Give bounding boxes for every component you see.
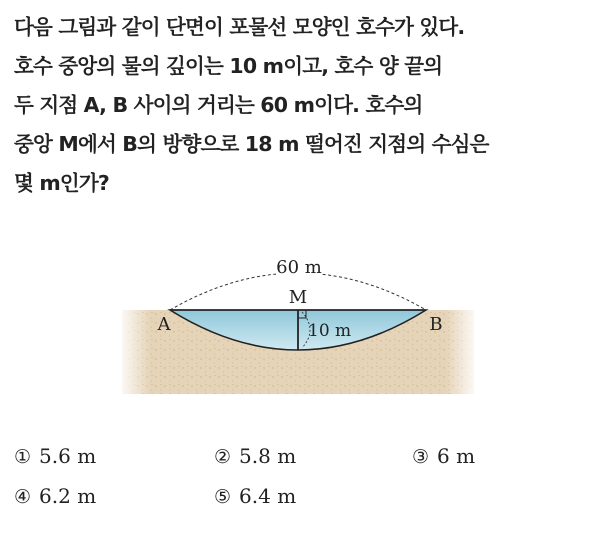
choice-2[interactable] — [214, 444, 296, 468]
problem-line-2: 호수 중앙의 물의 깊이는 10 m이고, 호수 양 끝의 — [14, 54, 443, 78]
choice-3[interactable] — [412, 444, 475, 468]
lake-diagram — [118, 248, 478, 398]
choice-1-number: ① — [14, 446, 32, 468]
label-m: M — [288, 287, 308, 308]
choice-5-number: ⑤ — [214, 486, 232, 508]
lake-figure — [118, 248, 478, 398]
choice-4-text: 6.2 m — [39, 484, 97, 508]
problem-line-5: 몇 m인가? — [14, 171, 109, 195]
choice-5[interactable] — [214, 484, 296, 508]
label-a: A — [157, 314, 171, 335]
choice-5-text: 6.4 m — [239, 484, 297, 508]
choice-4-number: ④ — [14, 486, 32, 508]
choice-3-text: 6 m — [437, 444, 476, 468]
choice-3-number: ③ — [412, 446, 430, 468]
choice-2-number: ② — [214, 446, 232, 468]
choice-1-text: 5.6 m — [39, 444, 97, 468]
problem-line-1: 다음 그림과 같이 단면이 포물선 모양인 호수가 있다. — [14, 15, 465, 39]
depth-label: 10 m — [308, 321, 352, 341]
problem-line-3: 두 지점 A, B 사이의 거리는 60 m이다. 호수의 — [14, 93, 423, 117]
width-label: 60 m — [276, 257, 322, 278]
choice-1[interactable] — [14, 444, 96, 468]
problem-line-4: 중앙 M에서 B의 방향으로 18 m 떨어진 지점의 수심은 — [14, 132, 489, 156]
choice-4[interactable] — [14, 484, 96, 508]
label-b: B — [429, 314, 443, 335]
choice-2-text: 5.8 m — [239, 444, 297, 468]
problem-text — [14, 8, 584, 203]
